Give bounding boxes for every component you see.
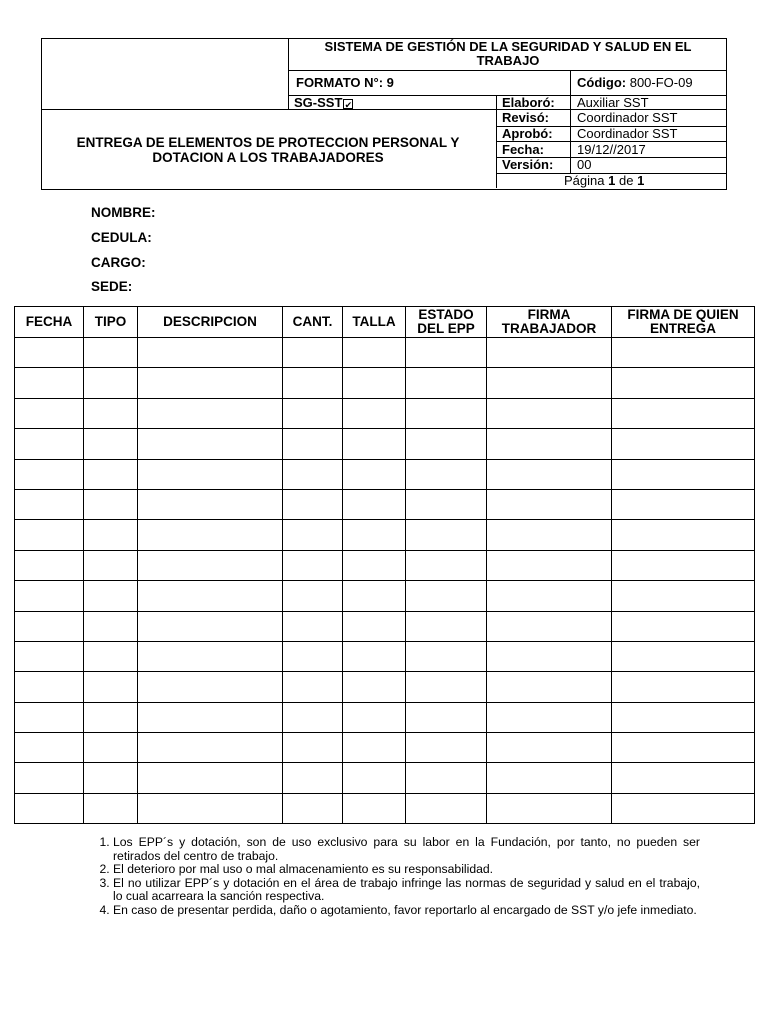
- note-item: 2. El deterioro por mal uso o mal almacenamiento es su responsabilidad.: [113, 863, 700, 877]
- note-item: 4. En caso de presentar perdida, daño o agotamiento, favor reportarlo al encargado de SST y/o jefe inmediato.: [113, 904, 700, 918]
- table-row: [15, 338, 755, 368]
- meta-label-fecha: Fecha:: [502, 142, 544, 157]
- table-cell[interactable]: [84, 489, 138, 519]
- table-cell[interactable]: [343, 702, 406, 732]
- table-cell[interactable]: [406, 733, 487, 763]
- table-cell[interactable]: [283, 459, 343, 489]
- table-cell[interactable]: [487, 733, 612, 763]
- table-row: [15, 611, 755, 641]
- table-cell[interactable]: [612, 368, 755, 398]
- table-cell[interactable]: [487, 763, 612, 793]
- table-cell[interactable]: [15, 611, 84, 641]
- table-row: [15, 459, 755, 489]
- meta-value-fecha: 19/12//2017: [577, 142, 646, 157]
- table-cell[interactable]: [406, 368, 487, 398]
- table-cell[interactable]: [612, 793, 755, 823]
- table-cell[interactable]: [406, 581, 487, 611]
- column-header-descripcion: DESCRIPCION: [138, 307, 283, 338]
- table-cell[interactable]: [15, 459, 84, 489]
- table-cell[interactable]: [283, 550, 343, 580]
- table-cell[interactable]: [283, 429, 343, 459]
- table-cell[interactable]: [84, 520, 138, 550]
- sgsst-label: SG-SST: [294, 95, 343, 110]
- table-cell[interactable]: [283, 672, 343, 702]
- logo-area: [42, 39, 288, 109]
- formato-label: FORMATO N°: 9: [296, 75, 394, 90]
- table-cell[interactable]: [343, 459, 406, 489]
- table-cell[interactable]: [406, 611, 487, 641]
- system-title: SISTEMA DE GESTIÓN DE LA SEGURIDAD Y SALUD EN EL TRABAJO: [324, 39, 692, 68]
- table-cell[interactable]: [15, 763, 84, 793]
- table-cell[interactable]: [612, 489, 755, 519]
- table-cell[interactable]: [343, 733, 406, 763]
- table-cell[interactable]: [612, 429, 755, 459]
- table-cell[interactable]: [138, 793, 283, 823]
- table-cell[interactable]: [343, 398, 406, 428]
- sede-label: SEDE:: [91, 279, 133, 294]
- meta-value-aprobo: Coordinador SST: [577, 126, 678, 141]
- table-cell[interactable]: [406, 641, 487, 671]
- table-cell[interactable]: [487, 429, 612, 459]
- table-cell[interactable]: [15, 368, 84, 398]
- table-cell[interactable]: [487, 520, 612, 550]
- table-cell[interactable]: [138, 459, 283, 489]
- table-row: [15, 429, 755, 459]
- table-cell[interactable]: [138, 489, 283, 519]
- table-cell[interactable]: [84, 581, 138, 611]
- table-cell[interactable]: [406, 429, 487, 459]
- table-cell[interactable]: [283, 702, 343, 732]
- table-row: [15, 581, 755, 611]
- table-cell[interactable]: [612, 611, 755, 641]
- table-row: [15, 672, 755, 702]
- table-cell[interactable]: [138, 429, 283, 459]
- table-cell[interactable]: [138, 398, 283, 428]
- table-cell[interactable]: [84, 672, 138, 702]
- table-cell[interactable]: [406, 550, 487, 580]
- column-header-estado: ESTADO DEL EPP: [406, 307, 487, 338]
- column-header-tipo: TIPO: [84, 307, 138, 338]
- table-cell[interactable]: [487, 338, 612, 368]
- table-row: [15, 763, 755, 793]
- table-cell[interactable]: [84, 368, 138, 398]
- table-cell[interactable]: [406, 459, 487, 489]
- meta-value-reviso: Coordinador SST: [577, 110, 678, 125]
- table-cell[interactable]: [138, 702, 283, 732]
- table-cell[interactable]: [612, 702, 755, 732]
- table-cell[interactable]: [283, 489, 343, 519]
- table-cell[interactable]: [283, 793, 343, 823]
- meta-label-aprobo: Aprobó:: [502, 126, 553, 141]
- epp-delivery-table: [14, 306, 755, 824]
- table-cell[interactable]: [487, 489, 612, 519]
- table-cell[interactable]: [487, 611, 612, 641]
- table-cell[interactable]: [15, 338, 84, 368]
- column-header-talla: TALLA: [343, 307, 406, 338]
- table-cell[interactable]: [84, 733, 138, 763]
- table-cell[interactable]: [15, 550, 84, 580]
- column-header-cant: CANT.: [283, 307, 343, 338]
- table-cell[interactable]: [138, 672, 283, 702]
- table-cell[interactable]: [612, 733, 755, 763]
- table-cell[interactable]: [84, 338, 138, 368]
- table-cell[interactable]: [84, 459, 138, 489]
- table-cell[interactable]: [487, 550, 612, 580]
- table-row: [15, 520, 755, 550]
- table-cell[interactable]: [343, 520, 406, 550]
- table-cell[interactable]: [283, 581, 343, 611]
- table-cell[interactable]: [84, 793, 138, 823]
- table-cell[interactable]: [15, 672, 84, 702]
- table-cell[interactable]: [15, 702, 84, 732]
- table-cell[interactable]: [406, 520, 487, 550]
- table-cell[interactable]: [15, 793, 84, 823]
- page-separator: de: [618, 173, 634, 188]
- table-cell[interactable]: [283, 368, 343, 398]
- table-cell[interactable]: [15, 641, 84, 671]
- cargo-label: CARGO:: [91, 255, 146, 270]
- table-cell[interactable]: [283, 520, 343, 550]
- codigo-cell: [577, 76, 693, 90]
- table-cell[interactable]: [283, 763, 343, 793]
- nombre-label: NOMBRE:: [91, 205, 156, 220]
- page-current: 1: [608, 173, 616, 188]
- table-cell[interactable]: [283, 611, 343, 641]
- table-cell[interactable]: [612, 338, 755, 368]
- table-cell[interactable]: [84, 550, 138, 580]
- table-cell[interactable]: [283, 733, 343, 763]
- table-cell[interactable]: [612, 459, 755, 489]
- table-cell[interactable]: [612, 581, 755, 611]
- table-cell[interactable]: [406, 338, 487, 368]
- table-cell[interactable]: [487, 641, 612, 671]
- table-row: [15, 368, 755, 398]
- meta-value-version: 00: [577, 157, 592, 172]
- table-cell[interactable]: [487, 793, 612, 823]
- table-cell[interactable]: [138, 763, 283, 793]
- table-cell[interactable]: [406, 763, 487, 793]
- table-cell[interactable]: [343, 611, 406, 641]
- sgsst-checkbox-icon: ✔: [344, 99, 353, 110]
- table-cell[interactable]: [406, 793, 487, 823]
- cedula-label: CEDULA:: [91, 230, 152, 245]
- table-cell[interactable]: [138, 550, 283, 580]
- table-cell[interactable]: [138, 368, 283, 398]
- table-cell[interactable]: [15, 398, 84, 428]
- table-cell[interactable]: [15, 489, 84, 519]
- table-row: [15, 489, 755, 519]
- notes-list: [91, 836, 700, 917]
- table-cell[interactable]: [406, 489, 487, 519]
- table-row: [15, 398, 755, 428]
- table-cell[interactable]: [343, 641, 406, 671]
- table-cell[interactable]: [343, 550, 406, 580]
- table-cell[interactable]: [138, 338, 283, 368]
- table-cell[interactable]: [487, 581, 612, 611]
- table-cell[interactable]: [283, 398, 343, 428]
- table-cell[interactable]: [612, 398, 755, 428]
- table-cell[interactable]: [343, 489, 406, 519]
- note-item: 3. El no utilizar EPP´s y dotación en el área de trabajo infringe las normas de seguridad y salud en el trabajo, lo cual acarreara la sanción respectiva.: [113, 877, 700, 904]
- table-cell[interactable]: [343, 338, 406, 368]
- table-cell[interactable]: [138, 611, 283, 641]
- meta-label-elaboro: Elaboró:: [502, 95, 555, 110]
- column-header-firma-trabajador: FIRMA TRABAJADOR: [487, 307, 612, 338]
- table-cell[interactable]: [406, 672, 487, 702]
- table-cell[interactable]: [15, 733, 84, 763]
- table-body: [15, 338, 755, 824]
- meta-label-version: Versión:: [502, 157, 554, 172]
- table-cell[interactable]: [406, 398, 487, 428]
- table-cell[interactable]: [283, 641, 343, 671]
- table-cell[interactable]: [343, 581, 406, 611]
- table-cell[interactable]: [283, 338, 343, 368]
- table-cell[interactable]: [487, 368, 612, 398]
- table-header-row: [15, 307, 755, 338]
- table-cell[interactable]: [15, 581, 84, 611]
- column-header-firma-entrega: FIRMA DE QUIEN ENTREGA: [612, 307, 755, 338]
- table-cell[interactable]: [15, 520, 84, 550]
- table-row: [15, 793, 755, 823]
- table-cell[interactable]: [343, 672, 406, 702]
- table-cell[interactable]: [84, 429, 138, 459]
- table-row: [15, 550, 755, 580]
- page-number: [564, 174, 644, 188]
- note-item: 1. Los EPP´s y dotación, son de uso exclusivo para su labor en la Fundación, por tanto, no pueden ser retirados del centro de trabajo.: [113, 836, 700, 863]
- table-row: [15, 702, 755, 732]
- column-header-fecha: FECHA: [15, 307, 84, 338]
- table-cell[interactable]: [343, 429, 406, 459]
- table-cell[interactable]: [343, 368, 406, 398]
- document-header: [41, 38, 727, 190]
- table-cell[interactable]: [487, 459, 612, 489]
- table-row: [15, 733, 755, 763]
- table-cell[interactable]: [612, 520, 755, 550]
- page-total: 1: [637, 173, 645, 188]
- page-prefix: Página: [564, 173, 605, 188]
- table-cell[interactable]: [612, 550, 755, 580]
- table-cell[interactable]: [84, 702, 138, 732]
- table-cell[interactable]: [84, 641, 138, 671]
- table-cell[interactable]: [487, 398, 612, 428]
- table-cell[interactable]: [84, 763, 138, 793]
- meta-value-elaboro: Auxiliar SST: [577, 95, 649, 110]
- table-cell[interactable]: [84, 611, 138, 641]
- table-cell[interactable]: [138, 581, 283, 611]
- table-cell[interactable]: [138, 520, 283, 550]
- table-cell[interactable]: [612, 641, 755, 671]
- table-cell[interactable]: [15, 429, 84, 459]
- table-cell[interactable]: [138, 733, 283, 763]
- table-cell[interactable]: [343, 763, 406, 793]
- sgsst-cell: [294, 96, 353, 110]
- table-row: [15, 641, 755, 671]
- table-cell[interactable]: [487, 702, 612, 732]
- codigo-label: Código:: [577, 75, 627, 90]
- table-cell[interactable]: [138, 641, 283, 671]
- document-title: ENTREGA DE ELEMENTOS DE PROTECCION PERSONAL Y DOTACION A LOS TRABAJADORES: [76, 135, 460, 165]
- table-cell[interactable]: [343, 793, 406, 823]
- table-cell[interactable]: [406, 702, 487, 732]
- table-cell[interactable]: [612, 763, 755, 793]
- table-cell[interactable]: [487, 672, 612, 702]
- meta-label-reviso: Revisó:: [502, 110, 549, 125]
- table-cell[interactable]: [612, 672, 755, 702]
- codigo-value: 800-FO-09: [629, 75, 693, 90]
- table-cell[interactable]: [84, 398, 138, 428]
